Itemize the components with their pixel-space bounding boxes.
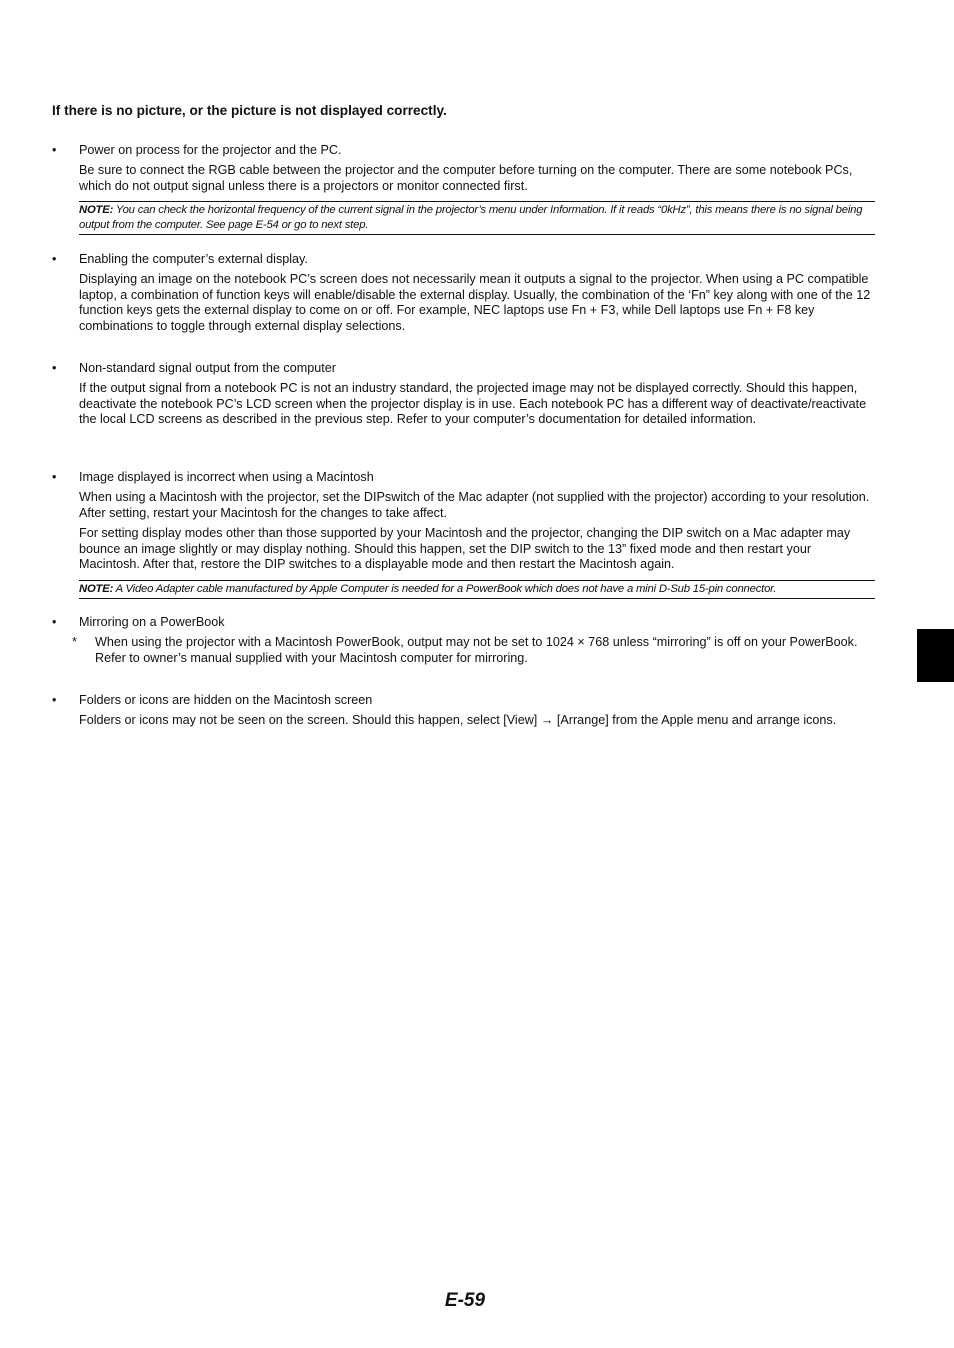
chapter-tab-marker xyxy=(917,629,954,682)
note-text: You can check the horizontal frequency of the current signal in the projector’s menu under Information. If it reads “0kHz”, this means there is no signal being output from the computer. See page E-54 or go to next step. xyxy=(79,204,863,231)
bullet-icon: • xyxy=(52,361,57,375)
item-paragraph: For setting display modes other than those supported by your Macintosh and the projector, changing the DIP switch on a Mac adapter may bounce an image slightly or may display nothing. Should this happen, set the DIP switch to the 13” fixed mode and then restart your Macintosh. After that, restore the DIP switches to a displayable mode and then restart the Macintosh again. xyxy=(79,526,851,571)
bullet-row xyxy=(52,692,875,708)
bullet-row xyxy=(52,360,875,376)
bullet-icon: • xyxy=(52,143,57,157)
note-label: NOTE: xyxy=(79,204,114,216)
troubleshoot-item-macintosh-image xyxy=(52,469,875,599)
bullet-row xyxy=(52,614,875,630)
footnote-row xyxy=(52,635,875,666)
bullet-icon: • xyxy=(52,615,57,629)
item-title: Image displayed is incorrect when using a Macintosh xyxy=(79,470,374,484)
note-text: A Video Adapter cable manufactured by Apple Computer is needed for a PowerBook which does not have a mini D-Sub 15-pin connector. xyxy=(113,582,777,595)
note-box xyxy=(79,580,875,599)
footnote-text: When using the projector with a Macintosh PowerBook, output may not be set to 1024 × 768 unless “mirroring” is off on your PowerBook. Refer to owner’s manual supplied with your Macintosh computer for mirroring. xyxy=(95,635,858,665)
item-title: Power on process for the projector and the PC. xyxy=(79,143,342,157)
troubleshoot-item-mirroring xyxy=(52,614,875,666)
item-title: Folders or icons are hidden on the Macintosh screen xyxy=(79,693,373,707)
bullet-row xyxy=(52,469,875,485)
troubleshoot-item-hidden-folders xyxy=(52,692,875,729)
troubleshoot-item-external-display xyxy=(52,251,875,334)
troubleshoot-item-power-on xyxy=(52,142,875,235)
item-paragraph: Be sure to connect the RGB cable between the projector and the computer before turning on the computer. There are some notebook PCs, which do not output signal unless there is a projectors or monitor connected first. xyxy=(79,163,853,193)
item-paragraph: Folders or icons may not be seen on the screen. Should this happen, select [View] → [Arrange] from the Apple menu and arrange icons. xyxy=(79,713,837,727)
page-number: E-59 xyxy=(444,1290,486,1311)
item-paragraph: When using a Macintosh with the projector, set the DIPswitch of the Mac adapter (not supplied with the projector) according to your resolution. After setting, restart your Macintosh for the changes to take affect. xyxy=(79,490,870,520)
bullet-icon: • xyxy=(52,252,57,266)
item-title: Non-standard signal output from the computer xyxy=(79,361,336,375)
bullet-icon: • xyxy=(52,470,57,484)
item-title: Mirroring on a PowerBook xyxy=(79,615,225,629)
bullet-row xyxy=(52,142,875,158)
section-heading: If there is no picture, or the picture is not displayed correctly. xyxy=(52,103,447,118)
asterisk-icon: * xyxy=(72,635,77,649)
troubleshoot-item-non-standard-signal xyxy=(52,360,875,428)
bullet-icon: • xyxy=(52,693,57,707)
note-label: NOTE: xyxy=(79,582,114,595)
item-paragraph: If the output signal from a notebook PC is not an industry standard, the projected image may not be displayed correctly. Should this happen, deactivate the notebook PC’s LCD screen when the projector display is in use. Each notebook PC has a different way of deactivate/reactivate the local LCD screens as described in the previous step. Refer to your computer’s documentation for detailed information. xyxy=(79,381,867,426)
bullet-row xyxy=(52,251,875,267)
note-box xyxy=(79,201,875,235)
item-title: Enabling the computer’s external display. xyxy=(79,252,308,266)
item-paragraph: Displaying an image on the notebook PC’s screen does not necessarily mean it outputs a signal to the projector. When using a PC compatible laptop, a combination of function keys will enable/disable the external display. Usually, the combination of the ‘Fn” key along with one of the 12 function keys gets the external display to come on or off. For example, NEC laptops use Fn + F3, while Dell laptops use Fn + F8 key combinations to toggle through external display selections. xyxy=(79,272,871,333)
